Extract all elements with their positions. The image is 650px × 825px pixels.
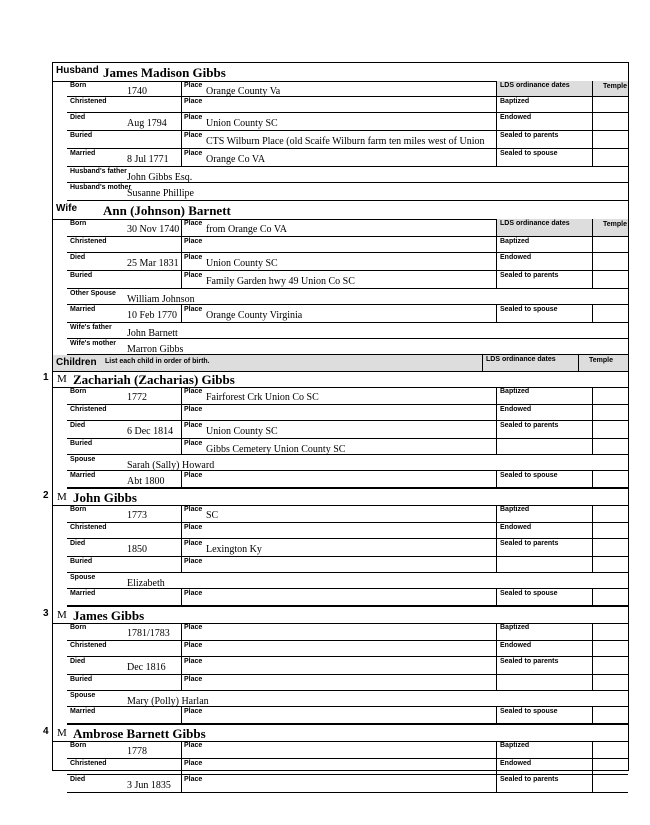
lds-label: Baptized (500, 388, 530, 395)
lds-label: Endowed (500, 642, 532, 649)
place-cell (181, 97, 203, 112)
lds-label: Sealed to parents (500, 132, 559, 139)
lds-label: Baptized (500, 506, 530, 513)
row-label: Born (70, 220, 87, 227)
place-label: Place (184, 776, 203, 783)
row-value: John Gibbs Esq. (127, 172, 193, 183)
lds-label: Baptized (500, 238, 530, 245)
section-label: Husband (56, 65, 99, 76)
lds-cell (496, 97, 593, 112)
record-row (67, 573, 628, 589)
record-row (67, 271, 628, 289)
record-row (67, 675, 628, 691)
temple-cell (592, 775, 628, 792)
temple-cell (592, 471, 628, 487)
place-value: from Orange Co VA (206, 224, 288, 235)
child-number: 3 (43, 608, 49, 619)
place-cell (181, 675, 203, 690)
temple-cell (592, 557, 628, 572)
row-value: Marron Gibbs (127, 344, 184, 355)
child-sex: M (57, 727, 67, 739)
row-label: Spouse (70, 692, 96, 699)
place-value: Union County SC (206, 118, 278, 129)
row-label: Buried (70, 558, 93, 565)
record-row (67, 253, 628, 271)
lds-cell (496, 557, 593, 572)
person-name: James Madison Gibbs (103, 65, 226, 80)
place-label: Place (184, 760, 203, 767)
place-cell (181, 657, 203, 674)
lds-cell (496, 131, 593, 148)
row-label: Buried (70, 132, 93, 139)
lds-cell (496, 539, 593, 556)
row-label: Born (70, 388, 87, 395)
place-value: Union County SC (206, 426, 278, 437)
lds-cell (496, 237, 593, 252)
lds-cell (496, 707, 593, 723)
place-label: Place (184, 742, 203, 749)
place-value: Family Garden hwy 49 Union Co SC (206, 276, 355, 287)
row-label: Born (70, 624, 87, 631)
lds-cell (496, 113, 593, 130)
place-label: Place (184, 422, 203, 429)
child-header (53, 607, 628, 624)
temple-cell (592, 759, 628, 774)
lds-cell (496, 641, 593, 656)
row-value: 1772 (127, 392, 147, 403)
place-cell (181, 523, 203, 538)
row-value: 25 Mar 1831 (127, 258, 179, 269)
row-value: William Johnson (127, 294, 195, 305)
place-cell (181, 131, 485, 148)
place-value: Fairforest Crk Union Co SC (206, 392, 319, 403)
row-label: Spouse (70, 574, 96, 581)
child-sex: M (57, 491, 67, 503)
lds-cell (496, 271, 593, 288)
place-value: SC (206, 510, 219, 521)
child-number: 2 (43, 490, 49, 501)
lds-label: Baptized (500, 98, 530, 105)
row-value: 1781/1783 (127, 628, 170, 639)
temple-header (592, 219, 628, 236)
row-label: Married (70, 306, 96, 313)
row-value: Sarah (Sally) Howard (127, 460, 215, 471)
child-number: 4 (43, 726, 49, 737)
lds-label: Endowed (500, 254, 532, 261)
row-label: Christened (70, 760, 107, 767)
record-row (67, 471, 628, 489)
temple-cell (592, 149, 628, 166)
row-label: Married (70, 150, 96, 157)
record-row (67, 455, 628, 471)
place-label: Place (184, 132, 203, 139)
lds-header (496, 81, 593, 96)
record-row (67, 387, 628, 405)
person-name: Ann (Johnson) Barnett (103, 203, 231, 218)
place-cell (181, 505, 219, 522)
lds-header (496, 219, 593, 236)
place-label: Place (184, 306, 203, 313)
place-label: Place (184, 624, 203, 631)
lds-label: Endowed (500, 760, 532, 767)
temple-cell (592, 405, 628, 420)
row-value: Dec 1816 (127, 662, 166, 673)
place-label: Place (184, 98, 203, 105)
lds-cell (496, 675, 593, 690)
lds-cell (496, 505, 593, 522)
temple-cell (592, 657, 628, 674)
place-cell (181, 387, 319, 404)
temple-cell (592, 707, 628, 723)
row-value: 1850 (127, 544, 147, 555)
child-name: James Gibbs (73, 608, 145, 623)
lds-label: Sealed to spouse (500, 150, 558, 157)
row-label: Buried (70, 272, 93, 279)
row-label: Other Spouse (70, 290, 116, 297)
lds-label: Sealed to parents (500, 776, 559, 783)
lds-label: Endowed (500, 114, 532, 121)
place-label: Place (184, 472, 203, 479)
children-note: List each child in order of birth. (105, 358, 210, 365)
place-label: Place (184, 406, 203, 413)
row-value: Susanne Phillipe (127, 188, 194, 199)
row-value: Abt 1800 (127, 476, 165, 487)
child-name: John Gibbs (73, 490, 137, 505)
lds-label: Endowed (500, 524, 532, 531)
record-row (67, 775, 628, 793)
place-cell (181, 253, 278, 270)
place-cell (181, 623, 203, 640)
child-name: Zachariah (Zacharias) Gibbs (73, 372, 235, 387)
row-label: Married (70, 708, 96, 715)
temple-cell (592, 421, 628, 438)
temple-cell (592, 589, 628, 605)
child-sex: M (57, 609, 67, 621)
row-value: 1773 (127, 510, 147, 521)
lds-label: Baptized (500, 624, 530, 631)
place-label: Place (184, 590, 203, 597)
child-sex: M (57, 373, 67, 385)
place-label: Place (184, 676, 203, 683)
row-label: Born (70, 82, 87, 89)
record-row (67, 289, 628, 305)
place-cell (181, 149, 266, 166)
record-row (67, 97, 628, 113)
lds-label: Sealed to parents (500, 272, 559, 279)
row-label: Married (70, 590, 96, 597)
temple-header-label: Temple (589, 357, 613, 364)
row-label: Husband's father (70, 168, 127, 175)
lds-label: Sealed to parents (500, 540, 559, 547)
record-row (67, 167, 628, 183)
section-header (53, 63, 628, 82)
temple-cell (592, 741, 628, 758)
child-header (53, 489, 628, 506)
row-label: Christened (70, 642, 107, 649)
row-label: Died (70, 540, 86, 547)
temple-cell (592, 131, 628, 148)
record-row (67, 657, 628, 675)
row-label: Wife's father (70, 324, 112, 331)
place-label: Place (184, 642, 203, 649)
lds-cell (496, 253, 593, 270)
lds-cell (496, 657, 593, 674)
lds-label: Sealed to parents (500, 422, 559, 429)
row-label: Buried (70, 676, 93, 683)
child-header (53, 725, 628, 742)
row-label: Christened (70, 524, 107, 531)
lds-label: Sealed to spouse (500, 306, 558, 313)
lds-cell (496, 471, 593, 487)
place-cell (181, 775, 203, 792)
temple-header-label: Temple (603, 83, 627, 90)
temple-header-label: Temple (603, 221, 627, 228)
place-cell (181, 237, 203, 252)
row-value: 1740 (127, 86, 147, 97)
children-label: Children (56, 357, 97, 368)
place-cell (181, 471, 203, 487)
row-label: Died (70, 776, 86, 783)
place-value: Lexington Ky (206, 544, 262, 555)
lds-header (482, 355, 579, 371)
child-number: 1 (43, 372, 49, 383)
place-cell (181, 113, 278, 130)
row-label: Spouse (70, 456, 96, 463)
record-row (67, 305, 628, 323)
row-label: Christened (70, 406, 107, 413)
lds-cell (496, 623, 593, 640)
child-header (53, 371, 628, 388)
record-row (67, 557, 628, 573)
row-label: Married (70, 472, 96, 479)
temple-cell (592, 253, 628, 270)
row-label: Died (70, 114, 86, 121)
record-row (67, 691, 628, 707)
lds-cell (496, 439, 593, 454)
record-row (67, 641, 628, 657)
lds-cell (496, 149, 593, 166)
row-label: Died (70, 422, 86, 429)
record-row (67, 323, 628, 339)
place-value: Union County SC (206, 258, 278, 269)
record-row (67, 149, 628, 167)
place-label: Place (184, 708, 203, 715)
place-value: Orange County Virginia (206, 310, 303, 321)
record-row (67, 523, 628, 539)
record-row (67, 421, 628, 439)
lds-cell (496, 775, 593, 792)
record-row (67, 439, 628, 455)
row-label: Died (70, 658, 86, 665)
row-label: Born (70, 506, 87, 513)
place-cell (181, 539, 262, 556)
temple-cell (592, 271, 628, 288)
row-label: Wife's mother (70, 340, 116, 347)
record-row (67, 741, 628, 759)
place-label: Place (184, 524, 203, 531)
family-group-form (43, 62, 629, 791)
lds-cell (496, 421, 593, 438)
temple-cell (592, 523, 628, 538)
place-label: Place (184, 150, 203, 157)
place-label: Place (184, 272, 203, 279)
temple-cell (592, 675, 628, 690)
row-label: Christened (70, 238, 107, 245)
place-value: CTS Wilburn Place (old Scaife Wilburn farm ten miles west of Union (206, 136, 485, 147)
place-label: Place (184, 440, 203, 447)
temple-cell (592, 113, 628, 130)
lds-header-label: LDS ordinance dates (500, 82, 570, 89)
lds-cell (496, 759, 593, 774)
place-cell (181, 271, 355, 288)
record-row (67, 237, 628, 253)
record-row (67, 405, 628, 421)
born-row (67, 81, 628, 97)
place-cell (181, 219, 288, 236)
row-value: Mary (Polly) Harlan (127, 696, 209, 707)
place-cell (181, 557, 203, 572)
place-label: Place (184, 388, 203, 395)
temple-cell (592, 305, 628, 322)
row-value: 3 Jun 1835 (127, 780, 171, 791)
child-name: Ambrose Barnett Gibbs (73, 726, 206, 741)
row-label: Born (70, 742, 87, 749)
lds-cell (496, 405, 593, 420)
place-label: Place (184, 254, 203, 261)
row-value: John Barnett (127, 328, 178, 339)
lds-label: Endowed (500, 406, 532, 413)
temple-cell (592, 387, 628, 404)
row-value: Aug 1794 (127, 118, 167, 129)
lds-label: Baptized (500, 742, 530, 749)
temple-cell (592, 623, 628, 640)
lds-cell (496, 589, 593, 605)
lds-cell (496, 305, 593, 322)
temple-cell (592, 641, 628, 656)
place-cell (181, 741, 203, 758)
row-value: 30 Nov 1740 (127, 224, 180, 235)
place-cell (181, 405, 203, 420)
record-row (67, 339, 628, 355)
place-cell (181, 589, 203, 605)
record-row (67, 707, 628, 725)
lds-label: Sealed to spouse (500, 472, 558, 479)
place-cell (181, 421, 278, 438)
record-row (67, 505, 628, 523)
temple-header (578, 355, 628, 371)
born-row (67, 219, 628, 237)
children-header (53, 355, 628, 372)
temple-cell (592, 539, 628, 556)
record-row (67, 623, 628, 641)
lds-label: Sealed to parents (500, 658, 559, 665)
row-value: 6 Dec 1814 (127, 426, 174, 437)
record-row (67, 113, 628, 131)
temple-cell (592, 439, 628, 454)
temple-cell (592, 97, 628, 112)
row-label: Died (70, 254, 86, 261)
lds-header-label: LDS ordinance dates (500, 220, 570, 227)
place-value: Orange County Va (206, 86, 281, 97)
record-row (67, 589, 628, 607)
temple-cell (592, 237, 628, 252)
place-label: Place (184, 558, 203, 565)
lds-cell (496, 523, 593, 538)
place-label: Place (184, 238, 203, 245)
row-value: 8 Jul 1771 (127, 154, 169, 165)
place-cell (181, 305, 303, 322)
row-label: Christened (70, 98, 107, 105)
lds-cell (496, 741, 593, 758)
row-value: Elizabeth (127, 578, 165, 589)
place-cell (181, 707, 203, 723)
place-cell (181, 641, 203, 656)
place-label: Place (184, 506, 203, 513)
temple-header (592, 81, 628, 96)
row-label: Buried (70, 440, 93, 447)
temple-cell (592, 505, 628, 522)
record-row (67, 759, 628, 775)
place-label: Place (184, 220, 203, 227)
section-header (53, 201, 628, 220)
place-label: Place (184, 82, 203, 89)
place-cell (181, 81, 281, 97)
lds-cell (496, 387, 593, 404)
place-value: Gibbs Cemetery Union County SC (206, 444, 346, 455)
record-row (67, 131, 628, 149)
row-value: 10 Feb 1770 (127, 310, 177, 321)
place-cell (181, 439, 346, 455)
lds-header-label: LDS ordinance dates (486, 356, 556, 363)
section-label: Wife (56, 203, 78, 214)
lds-label: Sealed to spouse (500, 590, 558, 597)
place-label: Place (184, 540, 203, 547)
lds-label: Sealed to spouse (500, 708, 558, 715)
row-label: Husband's mother (70, 184, 132, 191)
place-value: Orange Co VA (206, 154, 266, 165)
place-label: Place (184, 114, 203, 121)
place-label: Place (184, 658, 203, 665)
record-row (67, 183, 628, 201)
record-row (67, 539, 628, 557)
place-cell (181, 759, 203, 774)
row-value: 1778 (127, 746, 147, 757)
